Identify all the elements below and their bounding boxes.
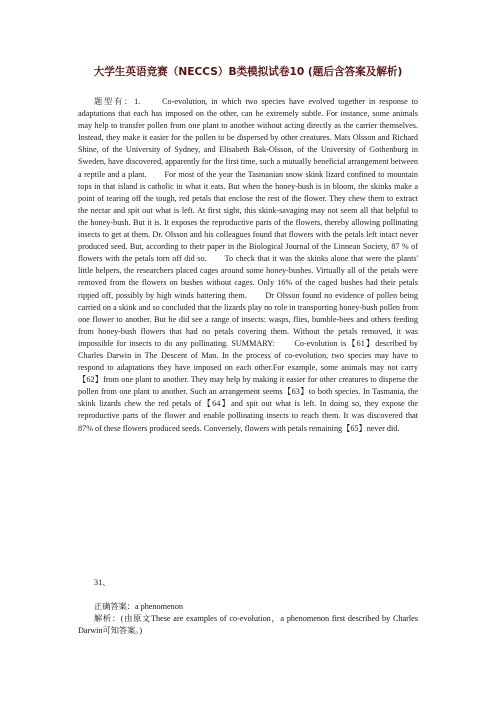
answer-explanation: 解析：(由原文These are examples of co-evolution，a phenomenon first described by Charles Darwin可知答案。) [78, 614, 418, 636]
document-title: 大学生英语竞赛（NECCS）B类模拟试卷10 (题后含答案及解析) [93, 66, 403, 78]
question-number: 31、 [94, 578, 111, 587]
passage [78, 96, 418, 435]
answer-block [78, 601, 418, 637]
correct-answer: 正确答案：a phenomenon [94, 602, 183, 611]
passage-text: 题型有：1. Co-evolution, in which two species have evolved together in response to adaptations that each has imposed on the other, can be extremely subtle. For instance, some animals may help to transfer pollen from one plant to another without acting directly as the carrier themselves. Instead, they make it easier for the pollen to be dispersed by other creatures. Mats Olsson and Richard Shine, of the University of Sydney, and Elisabeth Bak-Olsson, of the University of Gothenburg in Sweden, have discovered, apparently for the first time, such a mutually beneficial arrangement between a reptile and a plant. For most of the year the Tasmanian snow skink lizard confined to mountain tops in that island is catholic in what it eats. But when the honey-bush is in bloom, the skinks make a point of tearing off the tough, red petals that enclose the rest of the flower. They chew them to extract the nectar and spit out what is left. At first sight, this skink-savaging may not seem all that helpful to the honey-bush. But it is. It exposes the reproductive parts of the flowers, thereby allowing pollinating insects to get at them. Dr. Olsson and his colleagues found that flowers with the petals left intact never produced seed. But, according to their paper in the Biological Journal of the Linnean Society, 87 % of flowers with the petals torn off did so. To check that it was the skinks alone that were the plants' little helpers, the researchers placed cages around some honey-bushes. Virtually all of the petals were removed from the flowers on bushes without cages. Only 16% of the caged bushes had their petals ripped off, possibly by high winds battering them. Dr Olsson found no evidence of pollen being carried on a skink and so concluded that the lizards play no role in transporting honey-bush pollen from one flower to another. But he did see a range of insects: wasps, flies, bumble-bees and others feeding from honey-bush flowers that had no petals covering them. Without the petals removed, it was impossible for insects to do any pollinating. SUMMARY: Co-evolution is【61】described by Charles Darwin in The Descent of Man. In the process of co-evolution, two species may have to respond to adaptations they have imposed on each other.For example, some animals may not carry【62】from one plant to another. They may help by making it easier for other creatures to disperse the pollen from one plant to another. Such an arrangement seems【63】to both species. In Tasmania, the skink lizards chew the red petals of【64】and spit out what is left. In doing so, they expose the reproductive parts of the flower and enable pollinating insects to reach them. It was discovered that 87% of these flowers produced seeds. Conversely, flowers with petals remaining【65】never did. [78, 97, 418, 433]
